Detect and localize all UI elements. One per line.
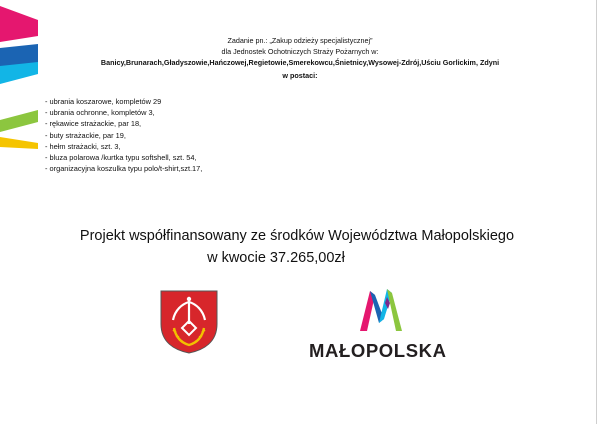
malopolska-m-logo-icon [358, 289, 406, 338]
funding-amount: w kwocie 37.265,00zł [207, 250, 345, 266]
task-title: Zadanie pn.: „Zakup odzieży specjalistycznej” [227, 36, 373, 45]
list-item: - buty strażackie, par 19, [45, 130, 126, 140]
list-item: - hełm strażacki, szt. 3, [45, 141, 121, 151]
region-name: MAŁOPOLSKA [309, 340, 447, 361]
equipment-list [45, 96, 202, 174]
list-item: - organizacyjna koszulka typu polo/t-shirt,szt.17, [45, 164, 203, 174]
coat-of-arms-icon [160, 290, 218, 359]
list-item: - ubrania ochronne, kompletów 3, [45, 108, 155, 118]
list-item: - rękawice strażackie, par 18, [45, 119, 142, 129]
list-item: - ubrania koszarowe, kompletów 29 [45, 97, 162, 106]
decor-shape-green [0, 110, 42, 134]
list-item: - bluza polarowa /kurtka typu softshell, szt. 54, [45, 153, 197, 163]
decor-shape-yellow [0, 137, 42, 151]
task-recipients-intro: dla Jednostek Ochotniczych Straży Pożarnych w: [221, 47, 379, 56]
funding-statement: Projekt współfinansowany ze środków Województwa Małopolskiego [79, 228, 515, 244]
task-locations: Banicy,Brunarach,Gładyszowie,Hańczowej,Regietowie,Smerekowcu,Śnietnicy,Wysowej-Zdrój,Uściu Gorlickim, Zdyni [100, 58, 500, 67]
task-form-label: w postaci: [282, 71, 318, 80]
